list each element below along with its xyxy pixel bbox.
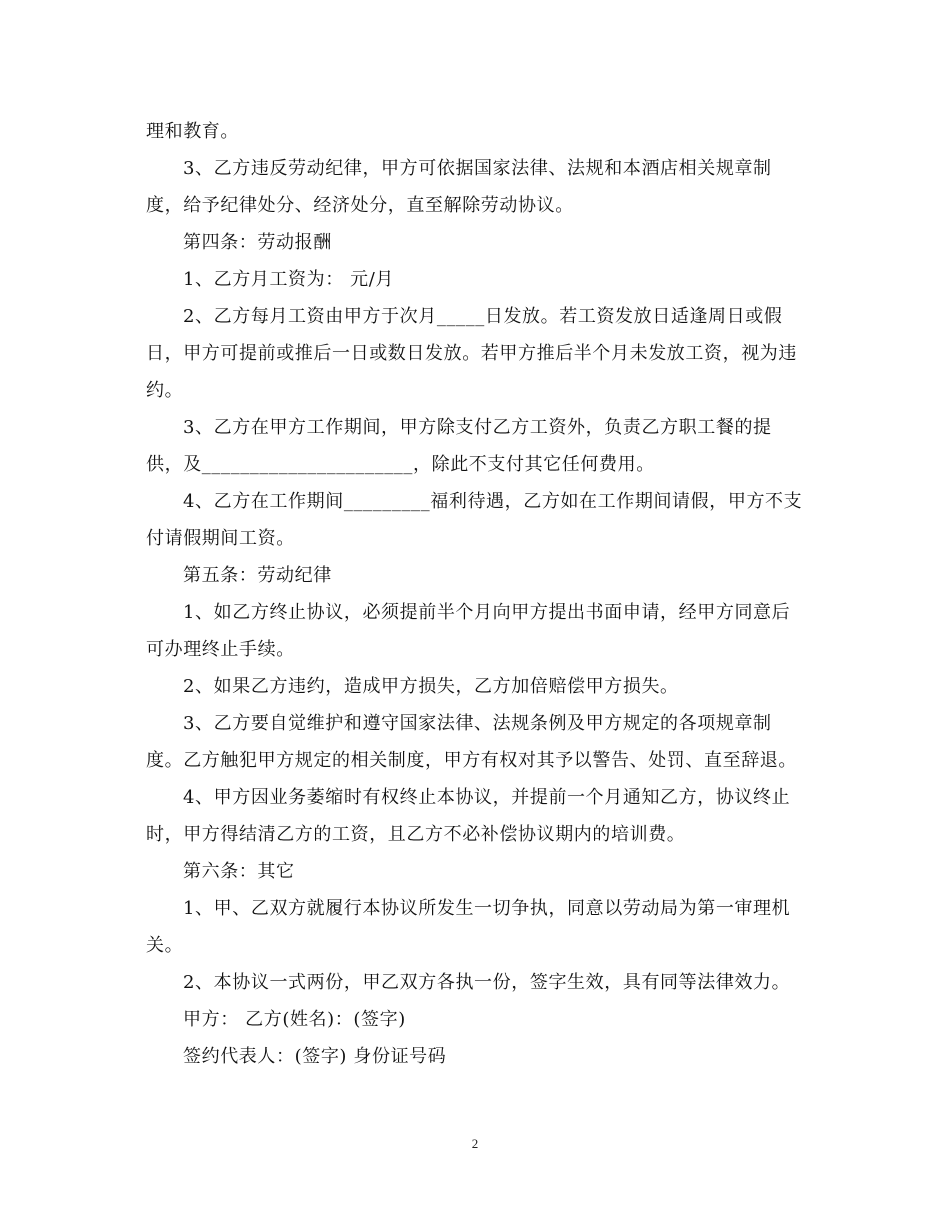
paragraph-line: 度。乙方触犯甲方规定的相关制度，甲方有权对其予以警告、处罚、直至辞退。	[146, 750, 797, 771]
paragraph-line: 4、甲方因业务萎缩时有权终止本协议，并提前一个月通知乙方，协议终止	[183, 787, 791, 808]
paragraph-line: 付请假期间工资。	[146, 528, 295, 549]
section-heading: 第六条：其它	[183, 861, 295, 882]
paragraph-line: 2、本协议一式两份，甲乙双方各执一份，签字生效，具有同等法律效力。	[183, 972, 791, 993]
paragraph-line: 3、乙方在甲方工作期间，甲方除支付乙方工资外，负责乙方职工餐的提	[183, 417, 772, 438]
signature-line: 签约代表人：(签字) 身份证号码	[183, 1046, 447, 1067]
paragraph-line: 3、乙方要自觉维护和遵守国家法律、法规条例及甲方规定的各项规章制	[183, 713, 772, 734]
paragraph-line: 1、如乙方终止协议，必须提前半个月向甲方提出书面申请，经甲方同意后	[183, 602, 791, 623]
paragraph-line: 2、如果乙方违约，造成甲方损失，乙方加倍赔偿甲方损失。	[183, 676, 679, 697]
paragraph-line: 4、乙方在工作期间_________福利待遇，乙方如在工作期间请假，甲方不支	[183, 491, 803, 512]
paragraph-line: 时，甲方得结清乙方的工资，且乙方不必补偿协议期内的培训费。	[146, 824, 686, 845]
section-heading: 第四条：劳动报酬	[183, 232, 332, 253]
paragraph-line: 约。	[146, 380, 184, 401]
paragraph-line: 理和教育。	[146, 121, 239, 142]
document-body	[146, 113, 806, 1075]
paragraph-line: 1、乙方月工资为： 元/月	[183, 269, 395, 290]
paragraph-line: 3、乙方违反劳动纪律，甲方可依据国家法律、法规和本酒店相关规章制	[183, 158, 772, 179]
paragraph-line: 度，给予纪律处分、经济处分，直至解除劳动协议。	[146, 195, 574, 216]
paragraph-line: 1、甲、乙双方就履行本协议所发生一切争执，同意以劳动局为第一审理机	[183, 898, 791, 919]
paragraph-line: 可办理终止手续。	[146, 639, 295, 660]
signature-line: 甲方： 乙方(姓名)：(签字)	[183, 1009, 406, 1030]
paragraph-line: 供，及______________________，除此不支付其它任何费用。	[146, 454, 655, 475]
paragraph-line: 关。	[146, 935, 184, 956]
section-heading: 第五条：劳动纪律	[183, 565, 332, 586]
paragraph-line: 2、乙方每月工资由甲方于次月_____日发放。若工资发放日适逢周日或假	[183, 306, 783, 327]
paragraph-line: 日，甲方可提前或推后一日或数日发放。若甲方推后半个月未发放工资，视为违	[146, 343, 797, 364]
page-number: 2	[471, 1136, 479, 1151]
